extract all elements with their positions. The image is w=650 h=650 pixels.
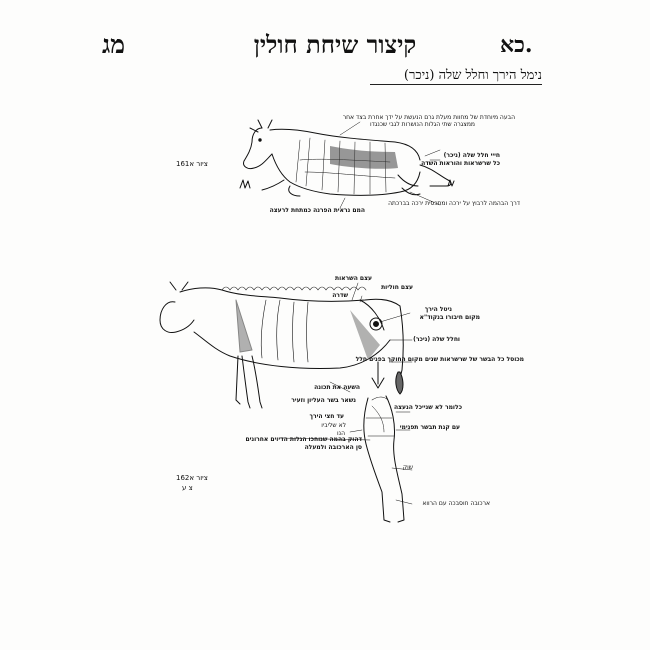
fig2-label: מכוסל כל הבשר של שרשראות שנים מקום החוקך בפנים חלל xyxy=(355,356,524,363)
fig2-label: ניטל הירך xyxy=(424,306,452,313)
fig2-label: כלומר לא שנייכל הנעצה xyxy=(393,404,462,411)
figure-1-caption: ציור א161 xyxy=(176,160,208,168)
fig2-label: נשאר בשר העליון וזעיר xyxy=(291,397,356,404)
fig2-label: מקום חיבורו בנקוד"א xyxy=(419,314,480,321)
fig2-label: הנו xyxy=(337,430,345,437)
fig1-label: דרך הבהמה לרבוץ על ירכה ומתכסית ירכה בברכתה xyxy=(388,200,520,207)
figure-2-caption: ציור א162 xyxy=(176,474,208,482)
fig2-label: שדרה xyxy=(332,292,348,299)
fig2-label: לא שליביו xyxy=(321,422,346,429)
section-subtitle: נימל הירך וחלל שלה (ניכר) xyxy=(370,67,542,85)
fig1-label: ממצגרה שתי הגלות הנושרות לגבי שכנגדו xyxy=(369,121,475,128)
fig2-label: סן הארכובה ולמעלה xyxy=(304,444,362,451)
figure-2-subcaption: צ ע xyxy=(182,484,193,492)
fig2-label: השעה את תכונה xyxy=(314,384,360,391)
fig2-label: עצם השראות xyxy=(335,275,372,282)
fig1-label: הבעה מיוחדת של מחוות מעלת גרם הנעשת על ידך אחרת בצד אחר xyxy=(342,114,515,121)
page-title: קיצור שיחת חולין xyxy=(253,30,417,59)
fig2-label: עצם חוליות xyxy=(381,284,413,291)
page-number-left: מג xyxy=(102,30,126,59)
page-number-right: כא. xyxy=(500,32,533,58)
fig1-label: המם נראית הפרנה כמתחת לרעצה xyxy=(269,207,365,214)
fig2-label: דהוק בהמה שנוחכו הגלות הדיוים אחרונים xyxy=(245,436,362,443)
fig2-label: וחלל שלה (ניכר) xyxy=(413,336,460,343)
fig1-label: כל שרשראות והוראות השדה xyxy=(421,160,500,167)
fig1-label: חייי חלל שלה (ניכר) xyxy=(443,152,500,159)
fig2-label: שוק xyxy=(402,464,413,471)
fig2-label: ארכובה חוסבכה עם הרווא xyxy=(422,500,490,507)
fig2-label: עד חצי הירך xyxy=(309,413,344,420)
fig2-label: עם קנת תבשר תפנימי xyxy=(399,424,460,431)
